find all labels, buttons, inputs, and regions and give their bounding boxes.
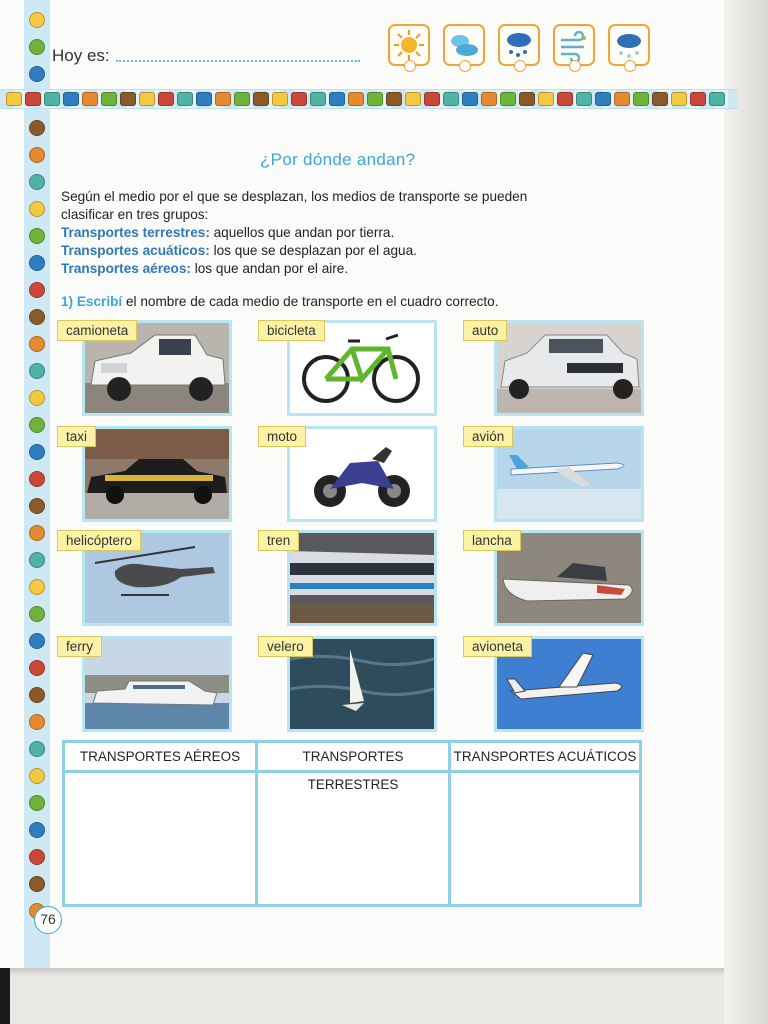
decorative-icon bbox=[500, 92, 516, 106]
group-aereos bbox=[61, 260, 621, 278]
vehicle-label: lancha bbox=[463, 530, 521, 551]
decorative-icon bbox=[44, 92, 60, 106]
decorative-icon bbox=[690, 92, 706, 106]
answer-cell-aereos[interactable] bbox=[65, 773, 255, 901]
decorative-icon bbox=[29, 201, 45, 217]
decorative-icon bbox=[29, 228, 45, 244]
decorative-icon bbox=[272, 92, 288, 106]
decorative-icon bbox=[29, 147, 45, 163]
group-term: Transportes acuáticos: bbox=[61, 243, 210, 258]
decorative-icon bbox=[101, 92, 117, 106]
page-title: ¿Por dónde andan? bbox=[260, 150, 416, 169]
intro-text bbox=[61, 188, 621, 278]
ferry-icon bbox=[85, 639, 229, 729]
decorative-icon bbox=[29, 795, 45, 811]
scan-black-edge bbox=[0, 968, 10, 1024]
decorative-icon bbox=[652, 92, 668, 106]
decorative-icon bbox=[29, 336, 45, 352]
decorative-icon bbox=[29, 471, 45, 487]
vehicle-card-lancha bbox=[472, 530, 644, 626]
vehicle-label: ferry bbox=[57, 636, 102, 657]
group-terrestres bbox=[61, 224, 621, 242]
vehicle-card-tren bbox=[267, 530, 437, 626]
airplane-icon bbox=[497, 429, 641, 519]
decorative-icon bbox=[595, 92, 611, 106]
decorative-icon bbox=[29, 417, 45, 433]
decorative-icon bbox=[29, 66, 45, 82]
decorative-icon bbox=[29, 606, 45, 622]
vehicle-label: moto bbox=[258, 426, 306, 447]
scan-edge-shadow bbox=[724, 0, 768, 1024]
decorative-icon bbox=[215, 92, 231, 106]
vehicle-label: taxi bbox=[57, 426, 96, 447]
date-write-line[interactable] bbox=[116, 60, 360, 62]
group-desc: aquellos que andan por tierra. bbox=[209, 225, 395, 240]
vehicle-label: velero bbox=[258, 636, 313, 657]
taxi-icon bbox=[85, 429, 229, 519]
decorative-icon bbox=[29, 309, 45, 325]
decorative-icon bbox=[29, 363, 45, 379]
decorative-icon bbox=[29, 255, 45, 271]
decorative-icon bbox=[538, 92, 554, 106]
vehicle-card-camioneta bbox=[66, 320, 232, 416]
decorative-icon bbox=[234, 92, 250, 106]
decorative-icon bbox=[6, 92, 22, 106]
decorative-icon bbox=[462, 92, 478, 106]
decorative-icon bbox=[177, 92, 193, 106]
decorative-icon bbox=[29, 120, 45, 136]
decorative-icon bbox=[29, 282, 45, 298]
answer-cell-acuaticos[interactable] bbox=[451, 773, 639, 901]
decorative-icon bbox=[576, 92, 592, 106]
column-header: TRANSPORTES TERRESTRES bbox=[258, 743, 448, 773]
vehicle-label: auto bbox=[463, 320, 507, 341]
cloudy-icon bbox=[443, 24, 485, 66]
vehicle-card-bicicleta bbox=[267, 320, 437, 416]
decorative-icon bbox=[196, 92, 212, 106]
decorative-icon bbox=[481, 92, 497, 106]
group-desc: los que andan por el aire. bbox=[190, 261, 349, 276]
decorative-icon bbox=[29, 633, 45, 649]
decorative-icon bbox=[519, 92, 535, 106]
vehicle-label: camioneta bbox=[57, 320, 137, 341]
train-icon bbox=[290, 533, 434, 623]
page-number: 76 bbox=[34, 906, 62, 934]
instruction bbox=[61, 294, 499, 309]
vehicle-label: tren bbox=[258, 530, 299, 551]
decorative-icon bbox=[29, 822, 45, 838]
vehicle-card-helicoptero bbox=[66, 530, 232, 626]
vehicle-label: helicóptero bbox=[57, 530, 141, 551]
instruction-text: el nombre de cada medio de transporte en el cuadro correcto. bbox=[122, 294, 499, 309]
vehicle-card-auto bbox=[472, 320, 644, 416]
decorative-icon bbox=[633, 92, 649, 106]
decorative-icon bbox=[29, 687, 45, 703]
decorative-icon bbox=[671, 92, 687, 106]
decorative-icon bbox=[29, 741, 45, 757]
decorative-icon bbox=[29, 849, 45, 865]
group-desc: los que se desplazan por el agua. bbox=[209, 243, 417, 258]
intro-line-2: clasificar en tres grupos: bbox=[61, 207, 209, 222]
decorative-icon bbox=[424, 92, 440, 106]
decorative-icon bbox=[614, 92, 630, 106]
decorative-icon bbox=[139, 92, 155, 106]
decorative-icon bbox=[386, 92, 402, 106]
decorative-icon bbox=[29, 525, 45, 541]
decorative-icon bbox=[158, 92, 174, 106]
motorcycle-icon bbox=[290, 429, 434, 519]
vehicle-card-velero bbox=[267, 636, 437, 732]
group-acuaticos bbox=[61, 242, 621, 260]
column-acuaticos bbox=[451, 743, 639, 904]
decorative-icon bbox=[329, 92, 345, 106]
sunny-icon bbox=[388, 24, 430, 66]
decorative-icon bbox=[557, 92, 573, 106]
decorative-icon bbox=[29, 39, 45, 55]
vehicle-card-avion bbox=[472, 426, 644, 522]
decorative-icon bbox=[29, 444, 45, 460]
decorative-icon bbox=[29, 714, 45, 730]
intro-line-1: Según el medio por el que se desplazan, los medios de transporte se pueden bbox=[61, 189, 528, 204]
decorative-icon bbox=[63, 92, 79, 106]
windy-icon bbox=[553, 24, 595, 66]
decorative-icon bbox=[443, 92, 459, 106]
classification-table bbox=[62, 740, 642, 907]
decorative-icon bbox=[405, 92, 421, 106]
decorative-icon bbox=[29, 552, 45, 568]
instruction-number: 1) Escribí bbox=[61, 294, 123, 309]
decorative-icon bbox=[25, 92, 41, 106]
vehicle-card-taxi bbox=[66, 426, 232, 522]
decorative-icon bbox=[29, 12, 45, 28]
vehicle-card-ferry bbox=[66, 636, 232, 732]
snow-icon bbox=[608, 24, 650, 66]
group-term: Transportes terrestres: bbox=[61, 225, 210, 240]
group-term: Transportes aéreos: bbox=[61, 261, 191, 276]
vehicle-card-avioneta bbox=[472, 636, 644, 732]
decorative-icon bbox=[29, 174, 45, 190]
vehicle-label: bicicleta bbox=[258, 320, 325, 341]
decorative-icon bbox=[29, 876, 45, 892]
decorative-icon bbox=[367, 92, 383, 106]
decorative-icon bbox=[29, 390, 45, 406]
decorative-icon bbox=[310, 92, 326, 106]
decorative-icon bbox=[348, 92, 364, 106]
decorative-icon bbox=[29, 660, 45, 676]
column-header: TRANSPORTES AÉREOS bbox=[65, 743, 255, 773]
decorative-icon bbox=[709, 92, 725, 106]
vehicle-label: avión bbox=[463, 426, 513, 447]
decorative-icon bbox=[120, 92, 136, 106]
decorative-icon bbox=[29, 579, 45, 595]
rain-icon bbox=[498, 24, 540, 66]
decorative-icon bbox=[29, 768, 45, 784]
vehicle-label: avioneta bbox=[463, 636, 532, 657]
vehicle-card-moto bbox=[267, 426, 437, 522]
column-aereos bbox=[65, 743, 258, 904]
column-terrestres bbox=[258, 743, 451, 904]
decorative-icon bbox=[82, 92, 98, 106]
column-header: TRANSPORTES ACUÁTICOS bbox=[451, 743, 639, 773]
decorative-icon bbox=[253, 92, 269, 106]
decorative-icon bbox=[291, 92, 307, 106]
decorative-icon bbox=[29, 498, 45, 514]
car-icon bbox=[497, 323, 641, 413]
date-label: Hoy es: bbox=[52, 46, 110, 65]
